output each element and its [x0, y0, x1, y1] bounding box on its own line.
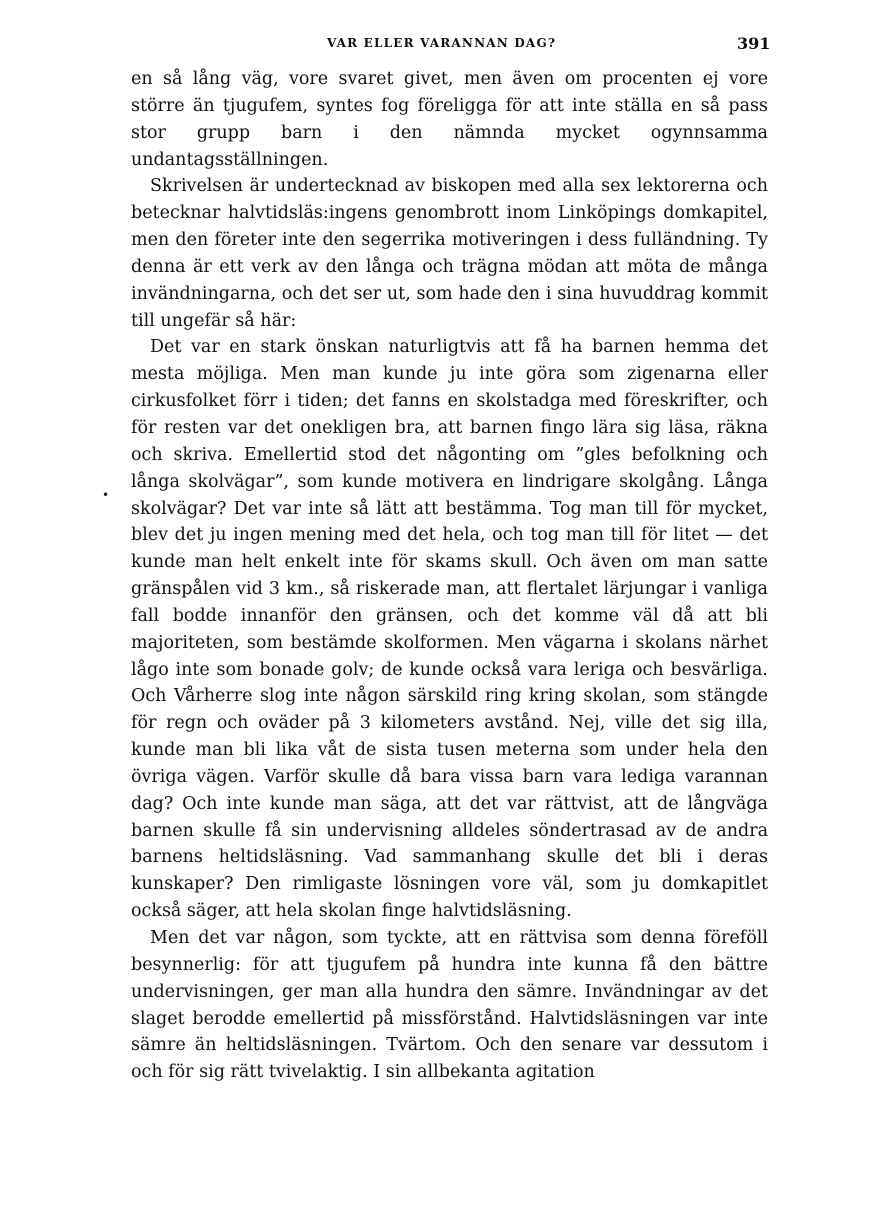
paragraph-1: en så lång väg, vore svaret givet, men även om procenten ej vore större än tjugufem, syntes fog föreligga för att inte ställa en så pass stor grupp barn i den nämnda mycket ogynnsamma undantagsställningen.	[131, 69, 768, 170]
paragraph-4: Men det var någon, som tyckte, att en rättvisa som denna föreföll besynnerlig: för att tjugufem på hundra inte kunna få den bättre undervisningen, ger man alla hundra den sämre. Invändningar av det slaget berodde emellertid på missförstånd. Halvtidsläsningen var inte sämre än heltidsläsningen. Tvärtom. Och den senare var dessutom i och för sig rätt tvivelaktig. I sin allbekanta agitation	[131, 928, 768, 1083]
paragraph-2: Skrivelsen är undertecknad av biskopen med alla sex lektorerna och betecknar halvtidsläs:ingens genombrott inom Linköpings domkapitel, men den företer inte den segerrika motiveringen i dess fulländning. Ty denna är ett verk av den långa och trägna mödan att möta de många invändningarna, och det ser ut, som hade den i sina huvuddrag kommit till ungefär så här:	[131, 176, 768, 331]
running-title: VAR ELLER VARANNAN DAG?	[327, 36, 557, 50]
margin-bullet-mark: •	[102, 488, 110, 502]
body-text	[131, 66, 768, 1086]
page-number: 391	[737, 34, 771, 53]
running-head	[0, 34, 872, 54]
paragraph-3: Det var en stark önskan naturligtvis att få ha barnen hemma det mesta möjliga. Men man kunde ju inte göra som zigenarna eller cirkusfolket förr i tiden; det fanns en skolstadga med föreskrifter, och för resten var det onekligen bra, att barnen fingo lära sig läsa, räkna och skriva. Emellertid stod det någonting om ”gles befolkning och långa skolvägar”, som kunde motivera en lindrigare skolgång. Långa skolvägar? Det var inte så lätt att bestämma. Tog man till för mycket, blev det ju ingen mening med det hela, och tog man till för litet — det kunde man helt enkelt inte för skams skull. Och även om man satte gränspålen vid 3 km., så riskerade man, att flertalet lärjungar i vanliga fall bodde innanför den gränsen, och det komme väl då att bli majoriteten, som bestämde skolformen. Men vägarna i skolans närhet lågo inte som bonade golv; de kunde också vara leriga och besvärliga. Och Vårherre slog inte någon särskild ring kring skolan, som stängde för regn och oväder på 3 kilometers avstånd. Nej, ville det sig illa, kunde man bli lika våt de sista tusen meterna som under hela den övriga vägen. Varför skulle då bara vissa barn vara lediga varannan dag? Och inte kunde man säga, att det var rättvist, att de långväga barnen skulle få sin undervisning alldeles söndertrasad av de andra barnens heltidsläsning. Vad sammanhang skulle det bli i deras kunskaper? Den rimligaste lösningen vore väl, som ju domkapitlet också säger, att hela skolan finge halvtidsläsning.	[131, 337, 768, 922]
